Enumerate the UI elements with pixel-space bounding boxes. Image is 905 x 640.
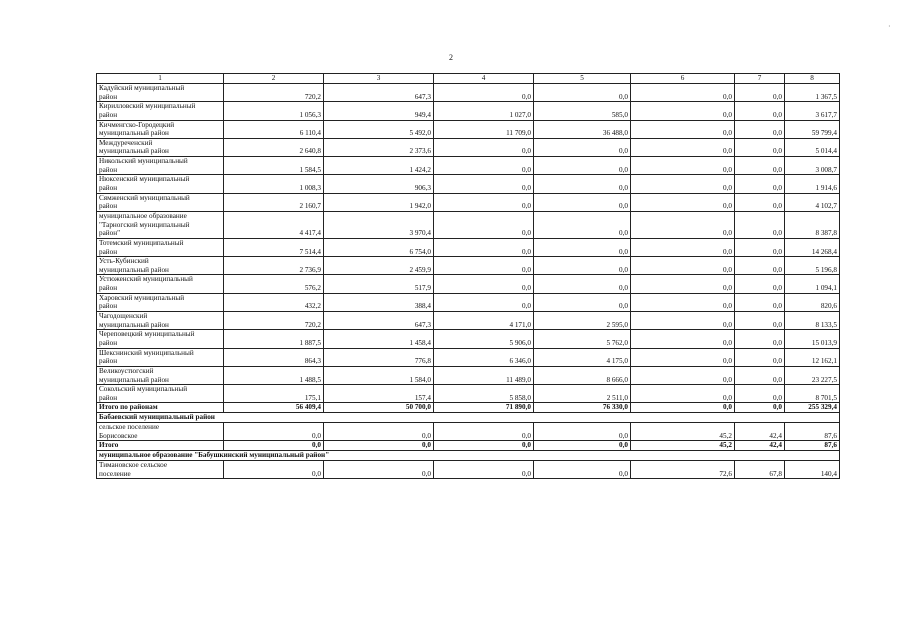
table-cell: 0,0 bbox=[534, 275, 631, 293]
table-cell: 0,0 bbox=[534, 157, 631, 175]
column-header: 1 bbox=[97, 74, 224, 84]
table-cell: 11 709,0 bbox=[434, 120, 534, 138]
section-title: Бабаевский муниципальный район bbox=[97, 413, 840, 423]
table-cell: 6 346,0 bbox=[434, 348, 534, 366]
table-cell: 4 417,4 bbox=[224, 211, 324, 238]
section-title: муниципальное образование "Бабушкинский муниципальный район" bbox=[97, 450, 840, 460]
table-cell: 0,0 bbox=[735, 138, 785, 156]
row-label: сельское поселение Борисовское bbox=[97, 423, 224, 441]
table-cell: 0,0 bbox=[631, 193, 735, 211]
table-cell: 8 701,5 bbox=[785, 385, 840, 403]
table-cell: 0,0 bbox=[434, 138, 534, 156]
table-row bbox=[97, 460, 840, 478]
table-cell: 0,0 bbox=[434, 257, 534, 275]
table-cell: 0,0 bbox=[631, 403, 735, 413]
table-cell: 0,0 bbox=[434, 84, 534, 102]
table-cell: 1 027,0 bbox=[434, 102, 534, 120]
table-cell: 0,0 bbox=[534, 238, 631, 256]
row-label: Тотемский муниципальный район bbox=[97, 238, 224, 256]
table-cell: 820,6 bbox=[785, 293, 840, 311]
row-label: Кадуйский муниципальный район bbox=[97, 84, 224, 102]
table-cell: 0,0 bbox=[434, 460, 534, 478]
table-cell: 6 754,0 bbox=[324, 238, 434, 256]
table-cell: 1 008,3 bbox=[224, 175, 324, 193]
table-cell: 0,0 bbox=[735, 385, 785, 403]
table-cell: 0,0 bbox=[631, 211, 735, 238]
table-cell: 1 094,1 bbox=[785, 275, 840, 293]
table-cell: 517,9 bbox=[324, 275, 434, 293]
table-cell: 585,0 bbox=[534, 102, 631, 120]
table-cell: 67,8 bbox=[735, 460, 785, 478]
table-cell: 1 942,0 bbox=[324, 193, 434, 211]
page-number: 2 bbox=[449, 53, 453, 62]
table-cell: 906,3 bbox=[324, 175, 434, 193]
table-cell: 0,0 bbox=[735, 84, 785, 102]
table-cell: 140,4 bbox=[785, 460, 840, 478]
row-label: Великоустюгский муниципальный район bbox=[97, 366, 224, 384]
table-cell: 0,0 bbox=[735, 257, 785, 275]
table-row bbox=[97, 138, 840, 156]
section-header-row bbox=[97, 450, 840, 460]
table-cell: 5 492,0 bbox=[324, 120, 434, 138]
column-header: 7 bbox=[735, 74, 785, 84]
table-cell: 0,0 bbox=[735, 175, 785, 193]
table-cell: 0,0 bbox=[735, 293, 785, 311]
table-row bbox=[97, 275, 840, 293]
table-row bbox=[97, 330, 840, 348]
table-cell: 0,0 bbox=[224, 460, 324, 478]
table-cell: 0,0 bbox=[631, 84, 735, 102]
table-row bbox=[97, 441, 840, 451]
table-cell: 1 367,5 bbox=[785, 84, 840, 102]
table-cell: 157,4 bbox=[324, 385, 434, 403]
table-cell: 8 387,8 bbox=[785, 211, 840, 238]
table-cell: 4 175,0 bbox=[534, 348, 631, 366]
table-cell: 0,0 bbox=[735, 403, 785, 413]
table-row bbox=[97, 257, 840, 275]
table-cell: 0,0 bbox=[631, 120, 735, 138]
table-cell: 0,0 bbox=[324, 460, 434, 478]
table-cell: 1 056,3 bbox=[224, 102, 324, 120]
table-cell: 432,2 bbox=[224, 293, 324, 311]
table-cell: 3 008,7 bbox=[785, 157, 840, 175]
row-label: Междуреченский муниципальный район bbox=[97, 138, 224, 156]
table-cell: 7 514,4 bbox=[224, 238, 324, 256]
row-label: Шекснинский муниципальный район bbox=[97, 348, 224, 366]
table-cell: 71 890,0 bbox=[434, 403, 534, 413]
table-cell: 0,0 bbox=[735, 275, 785, 293]
table-cell: 1 584,5 bbox=[224, 157, 324, 175]
row-label: Усть-Кубинский муниципальный район bbox=[97, 257, 224, 275]
table-cell: 2 459,9 bbox=[324, 257, 434, 275]
row-label: Устюженский муниципальный район bbox=[97, 275, 224, 293]
table-row bbox=[97, 293, 840, 311]
table-cell: 0,0 bbox=[434, 275, 534, 293]
table-cell: 0,0 bbox=[735, 157, 785, 175]
table-cell: 56 409,4 bbox=[224, 403, 324, 413]
table-cell: 45,2 bbox=[631, 441, 735, 451]
table-cell: 720,2 bbox=[224, 312, 324, 330]
table-cell: 0,0 bbox=[735, 211, 785, 238]
table-cell: 864,3 bbox=[224, 348, 324, 366]
table-cell: 0,0 bbox=[735, 102, 785, 120]
table-cell: 50 700,0 bbox=[324, 403, 434, 413]
table-cell: 0,0 bbox=[434, 238, 534, 256]
row-label: Никольский муниципальный район bbox=[97, 157, 224, 175]
table-cell: 72,6 bbox=[631, 460, 735, 478]
table-cell: 8 666,0 bbox=[534, 366, 631, 384]
table-row bbox=[97, 175, 840, 193]
table-cell: 15 013,9 bbox=[785, 330, 840, 348]
table-cell: 0,0 bbox=[534, 441, 631, 451]
table-cell: 0,0 bbox=[631, 385, 735, 403]
table-cell: 0,0 bbox=[735, 238, 785, 256]
table-cell: 0,0 bbox=[534, 138, 631, 156]
column-header: 2 bbox=[224, 74, 324, 84]
column-header: 3 bbox=[324, 74, 434, 84]
table-cell: 1 458,4 bbox=[324, 330, 434, 348]
table-cell: 6 110,4 bbox=[224, 120, 324, 138]
table-cell: 0,0 bbox=[631, 157, 735, 175]
table-cell: 0,0 bbox=[434, 211, 534, 238]
table-row bbox=[97, 102, 840, 120]
table-cell: 23 227,5 bbox=[785, 366, 840, 384]
table-cell: 0,0 bbox=[534, 175, 631, 193]
table-cell: 0,0 bbox=[224, 441, 324, 451]
table-cell: 776,8 bbox=[324, 348, 434, 366]
table-cell: 59 799,4 bbox=[785, 120, 840, 138]
table-row bbox=[97, 403, 840, 413]
table-cell: 0,0 bbox=[631, 312, 735, 330]
table-cell: 388,4 bbox=[324, 293, 434, 311]
table-cell: 36 488,0 bbox=[534, 120, 631, 138]
table-cell: 8 133,5 bbox=[785, 312, 840, 330]
table-cell: 0,0 bbox=[631, 330, 735, 348]
table-cell: 1 488,5 bbox=[224, 366, 324, 384]
table-cell: 0,0 bbox=[735, 312, 785, 330]
row-label: Тимановское сельское поселение bbox=[97, 460, 224, 478]
column-header: 8 bbox=[785, 74, 840, 84]
table-cell: 255 329,4 bbox=[785, 403, 840, 413]
table-cell: 5 906,0 bbox=[434, 330, 534, 348]
column-header: 6 bbox=[631, 74, 735, 84]
table-cell: 720,2 bbox=[224, 84, 324, 102]
row-label: Чагодощенский муниципальный район bbox=[97, 312, 224, 330]
table-row bbox=[97, 84, 840, 102]
table-cell: 0,0 bbox=[434, 423, 534, 441]
table-cell: 3 617,7 bbox=[785, 102, 840, 120]
table-cell: 4 102,7 bbox=[785, 193, 840, 211]
table-cell: 0,0 bbox=[735, 366, 785, 384]
table-cell: 3 970,4 bbox=[324, 211, 434, 238]
table-cell: 0,0 bbox=[534, 193, 631, 211]
table-cell: 42,4 bbox=[735, 441, 785, 451]
table-cell: 14 268,4 bbox=[785, 238, 840, 256]
row-label: Сямженский муниципальный район bbox=[97, 193, 224, 211]
table-cell: 11 489,0 bbox=[434, 366, 534, 384]
table-cell: 45,2 bbox=[631, 423, 735, 441]
table-cell: 12 162,1 bbox=[785, 348, 840, 366]
table-cell: 576,2 bbox=[224, 275, 324, 293]
table-cell: 0,0 bbox=[534, 423, 631, 441]
table-cell: 2 736,9 bbox=[224, 257, 324, 275]
table-cell: 0,0 bbox=[434, 175, 534, 193]
table-row bbox=[97, 238, 840, 256]
table-row bbox=[97, 385, 840, 403]
table-row bbox=[97, 157, 840, 175]
table-cell: 4 171,0 bbox=[434, 312, 534, 330]
table-cell: 5 858,0 bbox=[434, 385, 534, 403]
row-label: Итого по районам bbox=[97, 403, 224, 413]
column-header-row bbox=[97, 74, 840, 84]
table-cell: 0,0 bbox=[534, 84, 631, 102]
row-label: муниципальное образование "Тарногский муниципальный район" bbox=[97, 211, 224, 238]
table-row bbox=[97, 348, 840, 366]
budget-table bbox=[96, 73, 840, 479]
table-cell: 0,0 bbox=[434, 293, 534, 311]
row-label: Сокольский муниципальный район bbox=[97, 385, 224, 403]
table-row bbox=[97, 211, 840, 238]
table-cell: 0,0 bbox=[434, 157, 534, 175]
table-cell: 0,0 bbox=[324, 441, 434, 451]
table-cell: 5 014,4 bbox=[785, 138, 840, 156]
table-row bbox=[97, 312, 840, 330]
table-cell: 0,0 bbox=[534, 211, 631, 238]
table-cell: 2 373,6 bbox=[324, 138, 434, 156]
table-cell: 5 196,8 bbox=[785, 257, 840, 275]
table-cell: 1 584,0 bbox=[324, 366, 434, 384]
table-cell: 0,0 bbox=[534, 460, 631, 478]
table-cell: 0,0 bbox=[631, 102, 735, 120]
table-cell: 0,0 bbox=[631, 275, 735, 293]
table-cell: 0,0 bbox=[735, 330, 785, 348]
row-label: Нюксенский муниципальный район bbox=[97, 175, 224, 193]
table-cell: 1 424,2 bbox=[324, 157, 434, 175]
table-cell: 2 640,8 bbox=[224, 138, 324, 156]
table-cell: 0,0 bbox=[735, 193, 785, 211]
table-cell: 5 762,0 bbox=[534, 330, 631, 348]
table-cell: 0,0 bbox=[324, 423, 434, 441]
table-cell: 0,0 bbox=[631, 175, 735, 193]
table-cell: 949,4 bbox=[324, 102, 434, 120]
table-cell: 647,3 bbox=[324, 312, 434, 330]
table-cell: 647,3 bbox=[324, 84, 434, 102]
table-cell: 87,6 bbox=[785, 423, 840, 441]
table-cell: 175,1 bbox=[224, 385, 324, 403]
section-header-row bbox=[97, 413, 840, 423]
table-cell: 1 887,5 bbox=[224, 330, 324, 348]
table-cell: 2 595,0 bbox=[534, 312, 631, 330]
table-cell: 0,0 bbox=[735, 348, 785, 366]
table-cell: 2 160,7 bbox=[224, 193, 324, 211]
row-label: Кирилловский муниципальный район bbox=[97, 102, 224, 120]
table-cell: 0,0 bbox=[631, 238, 735, 256]
table-cell: 1 914,6 bbox=[785, 175, 840, 193]
table-cell: 76 330,0 bbox=[534, 403, 631, 413]
row-label: Череповецкий муниципальный район bbox=[97, 330, 224, 348]
table-cell: 42,4 bbox=[735, 423, 785, 441]
table-cell: 0,0 bbox=[631, 348, 735, 366]
corner-mark: · bbox=[888, 22, 891, 31]
table-cell: 0,0 bbox=[534, 257, 631, 275]
table-row bbox=[97, 366, 840, 384]
table-cell: 0,0 bbox=[434, 441, 534, 451]
column-header: 4 bbox=[434, 74, 534, 84]
table-cell: 0,0 bbox=[631, 293, 735, 311]
table-cell: 0,0 bbox=[735, 120, 785, 138]
table-cell: 0,0 bbox=[534, 293, 631, 311]
table-row bbox=[97, 120, 840, 138]
table-cell: 0,0 bbox=[434, 193, 534, 211]
row-label: Харовский муниципальный район bbox=[97, 293, 224, 311]
table-cell: 2 511,0 bbox=[534, 385, 631, 403]
table-row bbox=[97, 193, 840, 211]
column-header: 5 bbox=[534, 74, 631, 84]
row-label: Кичменгско-Городецкий муниципальный район bbox=[97, 120, 224, 138]
table-cell: 87,6 bbox=[785, 441, 840, 451]
table-row bbox=[97, 423, 840, 441]
table-cell: 0,0 bbox=[631, 257, 735, 275]
table-cell: 0,0 bbox=[224, 423, 324, 441]
row-label: Итого bbox=[97, 441, 224, 451]
table-cell: 0,0 bbox=[631, 138, 735, 156]
table-cell: 0,0 bbox=[631, 366, 735, 384]
